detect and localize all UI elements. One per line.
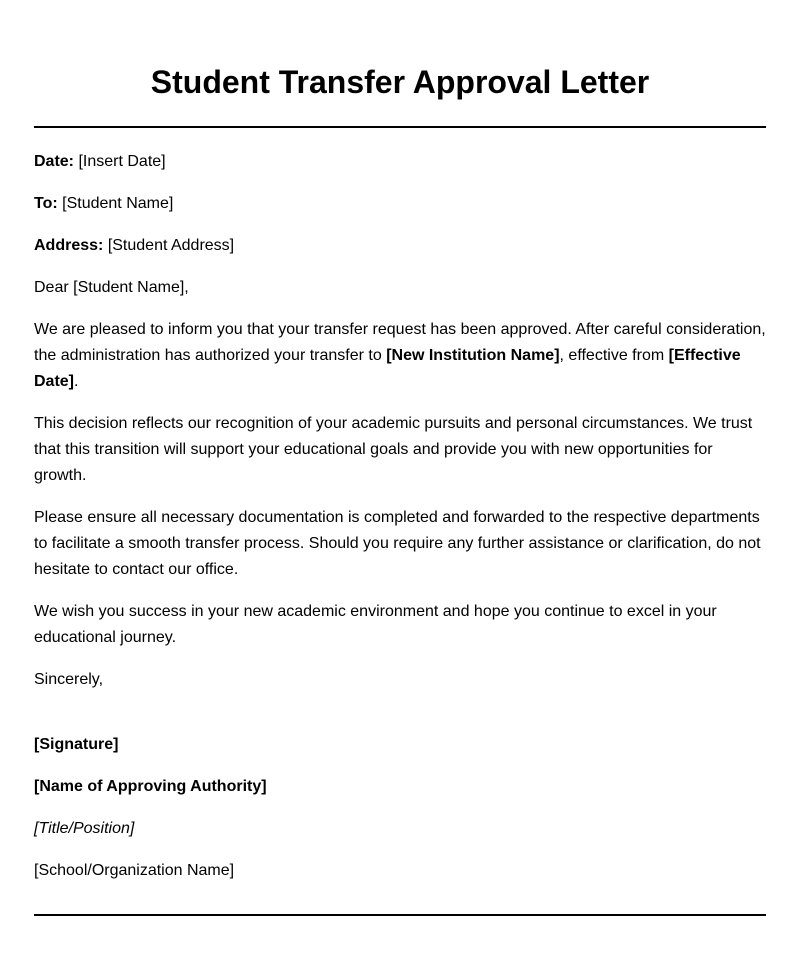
paragraph-approval-text-1: We are pleased to inform you that your transfer request has been approved. After careful consideration, the administration has authorized your transfer to (34, 321, 766, 364)
date-label: Date: (34, 153, 75, 170)
approving-authority-name: [Name of Approving Authority] (34, 778, 267, 795)
date-line (34, 149, 766, 175)
letter-body (34, 128, 766, 884)
paragraph-documentation: Please ensure all necessary documentation is completed and forwarded to the respective departments to facilitate a smooth transfer process. Should you require any further assistance or clarification, do not hesitate to contact our office. (34, 509, 761, 578)
address-label: Address: (34, 237, 104, 254)
paragraph-wishes: We wish you success in your new academic environment and hope you continue to excel in your educational journey. (34, 603, 717, 646)
effective-date: [Effective Date] (34, 347, 741, 390)
new-institution-name: [New Institution Name] (386, 347, 560, 364)
bottom-divider (34, 914, 766, 916)
paragraph-approval-text-2: , effective from (559, 347, 669, 364)
organization-name: [School/Organization Name] (34, 862, 235, 879)
to-line (34, 191, 766, 217)
address-value: [Student Address] (107, 237, 235, 254)
paragraph-decision: This decision reflects our recognition of your academic pursuits and personal circumstances. We trust that this transition will support your educational goals and provide you with new opportunities for growth. (34, 415, 753, 484)
signature-placeholder: [Signature] (34, 736, 119, 753)
greeting: Dear [Student Name], (34, 279, 189, 296)
closing: Sincerely, (34, 671, 104, 688)
date-value: [Insert Date] (78, 153, 166, 170)
to-label: To: (34, 195, 58, 212)
paragraph-approval (34, 317, 766, 395)
paragraph-approval-text-3: . (74, 373, 79, 390)
to-value: [Student Name] (62, 195, 174, 212)
approving-authority-title: [Title/Position] (34, 820, 135, 837)
address-line (34, 233, 766, 259)
letter-title: Student Transfer Approval Letter (150, 64, 650, 100)
